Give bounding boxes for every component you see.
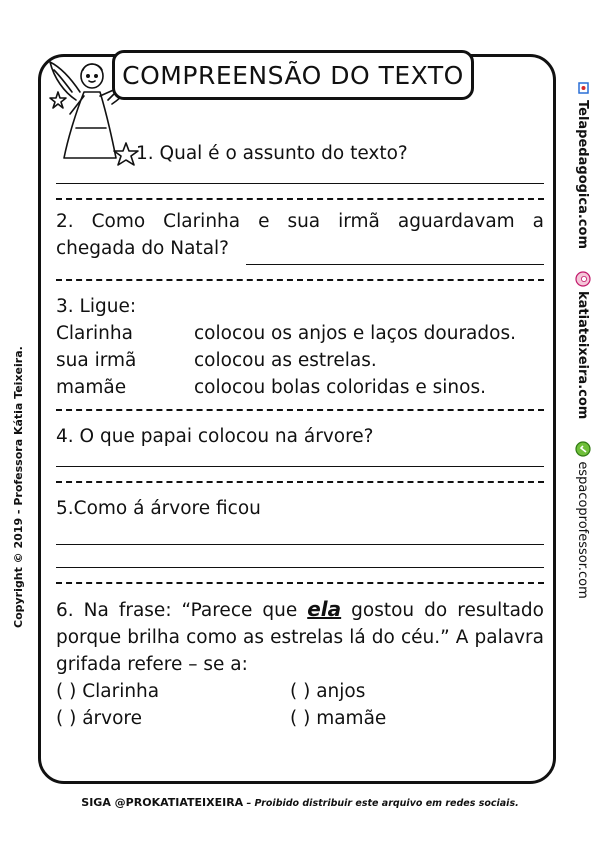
answer-dashed-line bbox=[56, 184, 544, 200]
question-6-part-b: gostou do resultado porque brilha como as estrelas lá do céu.” A palavra grifada refere – se a: bbox=[56, 600, 544, 675]
match-row bbox=[56, 374, 544, 401]
match-row bbox=[56, 347, 544, 374]
match-right: colocou os anjos e laços dourados. bbox=[194, 323, 516, 344]
question-4: 4. O que papai colocou na árvore? bbox=[56, 426, 374, 447]
match-right: colocou as estrelas. bbox=[194, 350, 377, 371]
page-title: COMPREENSÃO DO TEXTO bbox=[122, 60, 464, 90]
footer-notice: – Proibido distribuir este arquivo em redes sociais. bbox=[243, 798, 519, 809]
questions-area bbox=[56, 140, 544, 732]
options-row bbox=[56, 705, 544, 732]
answer-dashed-line bbox=[56, 265, 544, 281]
footer-handle[interactable]: SIGA @PROKATIATEIXEIRA bbox=[81, 796, 244, 809]
underlined-word: ela bbox=[307, 597, 342, 621]
answer-line[interactable] bbox=[56, 450, 544, 467]
match-right: colocou bolas coloridas e sinos. bbox=[194, 377, 486, 398]
question-2-text: 2. Como Clarinha e sua irmã aguardavam a chegada do Natal? bbox=[56, 211, 544, 259]
espacoprofessor-link[interactable]: espacoprofessor.com bbox=[575, 461, 591, 599]
title-box bbox=[112, 50, 474, 100]
question-3-label: 3. Ligue: bbox=[56, 296, 137, 317]
match-left: sua irmã bbox=[56, 350, 137, 371]
answer-line[interactable] bbox=[56, 167, 544, 184]
question-1: 1. Qual é o assunto do texto? bbox=[136, 143, 408, 164]
option-clarinha[interactable]: ( ) Clarinha bbox=[56, 681, 160, 702]
side-links bbox=[575, 80, 591, 599]
question-5: 5.Como á árvore ficou bbox=[56, 498, 261, 519]
katiateixeira-link[interactable]: katiateixeira.com bbox=[575, 291, 591, 420]
option-mamae[interactable]: ( ) mamãe bbox=[290, 708, 387, 729]
match-row bbox=[56, 320, 544, 347]
option-anjos[interactable]: ( ) anjos bbox=[290, 681, 366, 702]
question-6-part-a: 6. Na frase: “Parece que bbox=[56, 600, 308, 621]
telapedagogica-logo-icon bbox=[575, 80, 591, 96]
answer-line[interactable] bbox=[56, 545, 544, 568]
question-6 bbox=[56, 596, 544, 678]
answer-line[interactable] bbox=[56, 522, 544, 545]
copyright-text: Copyright © 2019 - Professora Kátia Teixeira. bbox=[12, 346, 25, 628]
footer bbox=[0, 796, 600, 809]
answer-line[interactable] bbox=[246, 248, 544, 265]
match-left: mamãe bbox=[56, 377, 127, 398]
answer-dashed-line bbox=[56, 467, 544, 483]
answer-dashed-line bbox=[56, 568, 544, 584]
katia-avatar-icon bbox=[575, 271, 591, 287]
option-arvore[interactable]: ( ) árvore bbox=[56, 708, 142, 729]
espacoprofessor-logo-icon bbox=[575, 441, 591, 457]
match-left: Clarinha bbox=[56, 323, 133, 344]
telapedagogica-link[interactable]: Telapedagogica.com bbox=[575, 100, 591, 249]
options-row bbox=[56, 678, 544, 705]
